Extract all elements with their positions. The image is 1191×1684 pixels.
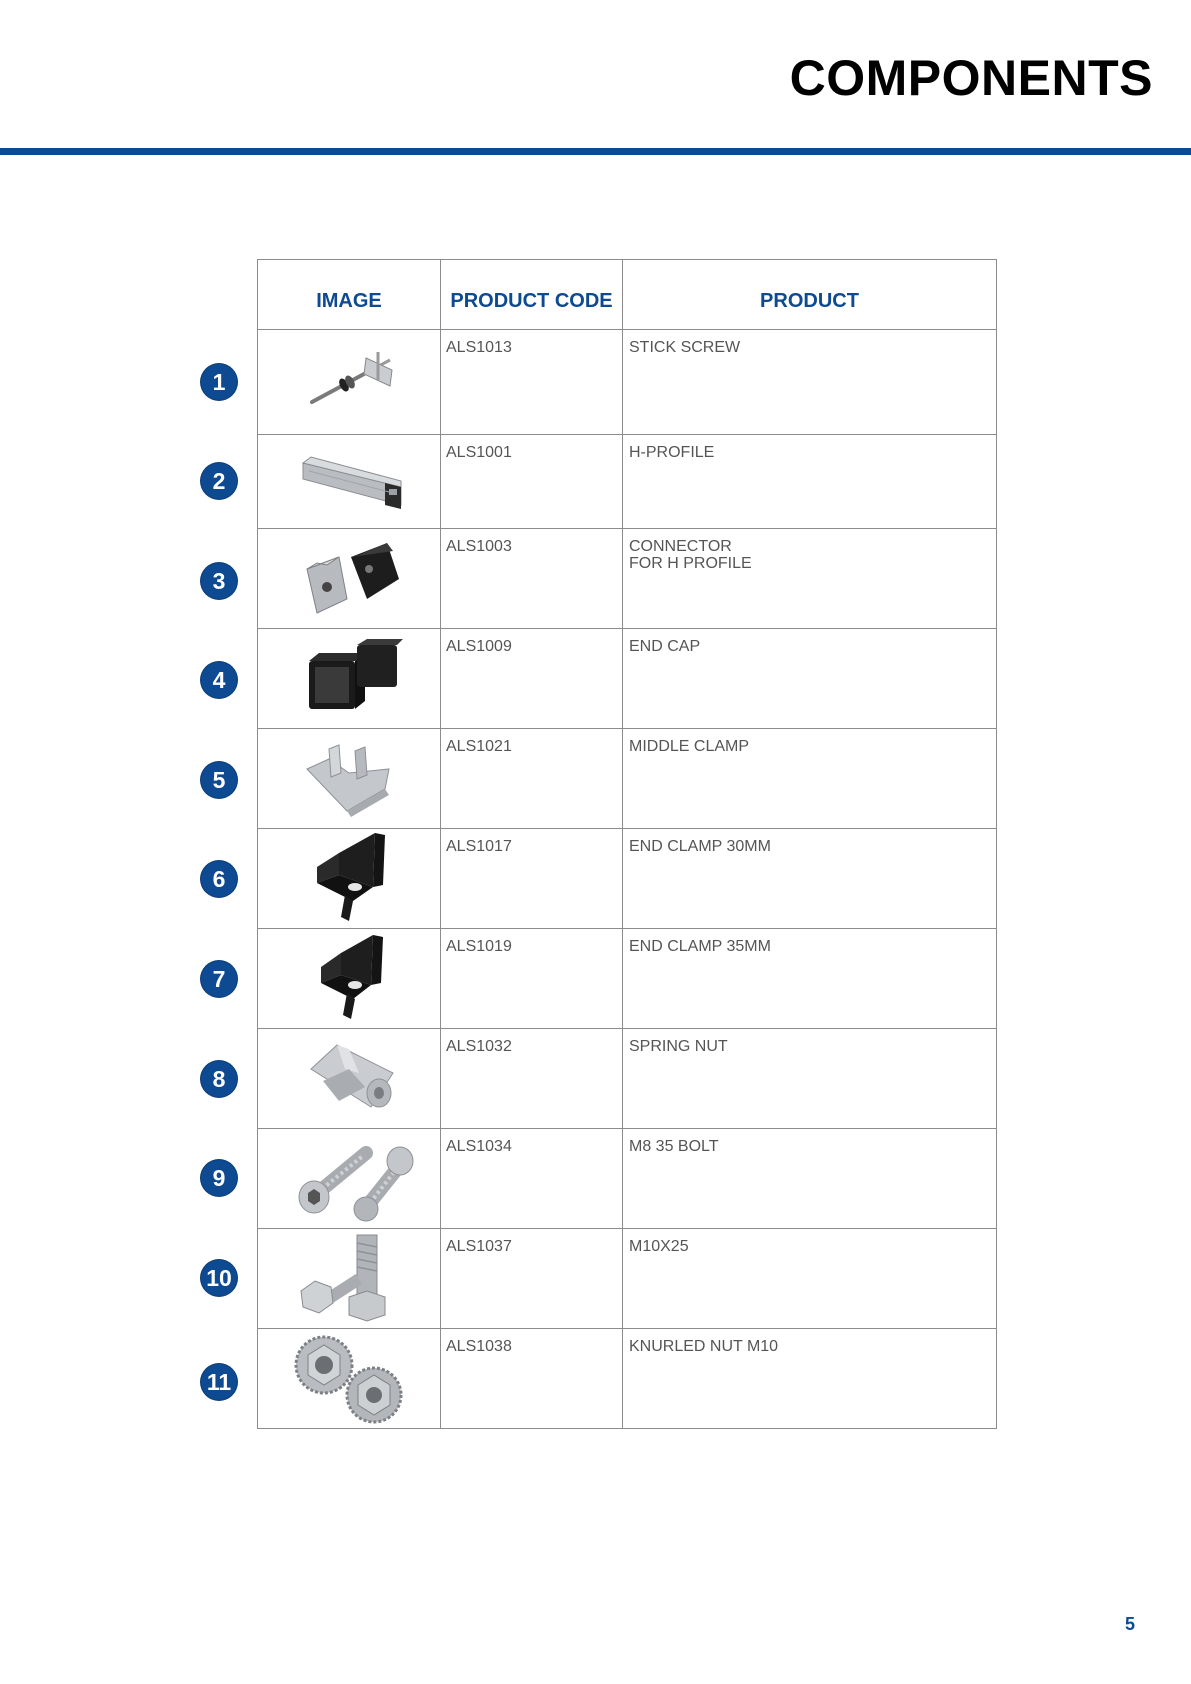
- table-row: [258, 1229, 997, 1329]
- image-cell: [258, 829, 441, 929]
- row-number-badge: 4: [201, 662, 237, 698]
- product-code-cell: ALS1001: [441, 435, 623, 529]
- stick-screw-icon: [294, 330, 404, 430]
- table-row: [258, 629, 997, 729]
- header-image: IMAGE: [258, 260, 441, 330]
- flange-nut-icon: [284, 1329, 414, 1425]
- product-code-cell: ALS1013: [441, 330, 623, 435]
- end-clamp-icon: [289, 929, 409, 1025]
- product-name-cell: M10X25: [623, 1229, 997, 1329]
- image-cell: [258, 330, 441, 435]
- table-row: [258, 829, 997, 929]
- row-number-badge: 10: [201, 1260, 237, 1296]
- table-row: [258, 1029, 997, 1129]
- row-number-badge: 5: [201, 762, 237, 798]
- product-code-cell: ALS1019: [441, 929, 623, 1029]
- product-name-cell: END CLAMP 35MM: [623, 929, 997, 1029]
- product-code-cell: ALS1009: [441, 629, 623, 729]
- product-name-cell: END CAP: [623, 629, 997, 729]
- product-name-cell: END CLAMP 30MM: [623, 829, 997, 929]
- image-cell: [258, 1229, 441, 1329]
- product-code-cell: ALS1032: [441, 1029, 623, 1129]
- row-number-badge: 2: [201, 463, 237, 499]
- image-cell: [258, 1129, 441, 1229]
- image-cell: [258, 729, 441, 829]
- product-code-cell: ALS1003: [441, 529, 623, 629]
- product-name-cell: H-PROFILE: [623, 435, 997, 529]
- table-row: [258, 330, 997, 435]
- middle-clamp-icon: [289, 729, 409, 825]
- product-name-cell: CONNECTOR FOR H PROFILE: [623, 529, 997, 629]
- product-name-cell: M8 35 BOLT: [623, 1129, 997, 1229]
- header-product: PRODUCT: [623, 260, 997, 330]
- table-header-row: [258, 260, 997, 330]
- socket-bolt-icon: [284, 1129, 414, 1225]
- header-product-code: PRODUCT CODE: [441, 260, 623, 330]
- title-divider: [0, 148, 1191, 155]
- product-name-cell: MIDDLE CLAMP: [623, 729, 997, 829]
- h-profile-icon: [289, 435, 409, 525]
- product-code-cell: ALS1017: [441, 829, 623, 929]
- product-code-cell: ALS1037: [441, 1229, 623, 1329]
- connector-icon: [289, 529, 409, 625]
- image-cell: [258, 1029, 441, 1129]
- product-code-cell: ALS1034: [441, 1129, 623, 1229]
- table-row: [258, 1329, 997, 1429]
- image-cell: [258, 629, 441, 729]
- spring-nut-icon: [289, 1029, 409, 1125]
- product-name-cell: SPRING NUT: [623, 1029, 997, 1129]
- row-number-badge: 1: [201, 364, 237, 400]
- table-row: [258, 1129, 997, 1229]
- row-number-badge: 8: [201, 1061, 237, 1097]
- product-name-cell: STICK SCREW: [623, 330, 997, 435]
- table-row: [258, 929, 997, 1029]
- components-table: [257, 259, 997, 1429]
- row-number-badge: 7: [201, 961, 237, 997]
- product-code-cell: ALS1038: [441, 1329, 623, 1429]
- image-cell: [258, 1329, 441, 1429]
- end-cap-icon: [289, 629, 409, 725]
- product-code-cell: ALS1021: [441, 729, 623, 829]
- image-cell: [258, 929, 441, 1029]
- row-number-badge: 3: [201, 563, 237, 599]
- row-number-badge: 9: [201, 1160, 237, 1196]
- table-row: [258, 729, 997, 829]
- product-name-cell: KNURLED NUT M10: [623, 1329, 997, 1429]
- hex-bolt-icon: [289, 1229, 409, 1325]
- table-row: [258, 435, 997, 529]
- page-number: 5: [1125, 1614, 1136, 1634]
- end-clamp-icon: [289, 829, 409, 925]
- image-cell: [258, 435, 441, 529]
- row-number-badge: 6: [201, 861, 237, 897]
- table-row: [258, 529, 997, 629]
- row-number-badge: 11: [201, 1364, 237, 1400]
- page-title: COMPONENTS: [789, 50, 1153, 106]
- image-cell: [258, 529, 441, 629]
